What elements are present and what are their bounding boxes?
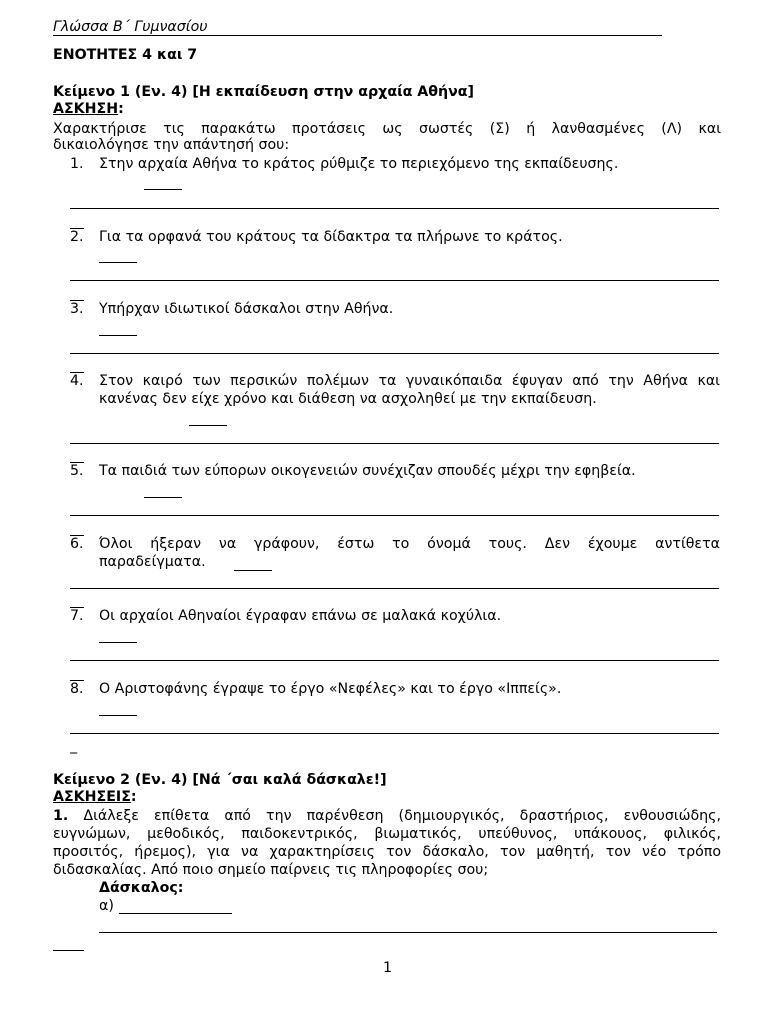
- item-statement-line-2: κανένας δεν είχε χρόνο και διάθεση να ασχοληθεί με την εκπαίδευση.: [99, 391, 597, 407]
- item-number: 6.: [70, 536, 84, 552]
- justification-line[interactable]: [70, 660, 719, 661]
- question1-line-2: ευγνώμων, μεθοδικός, παιδοκεντρικός, βιωματικός, υπεύθυνος, υπάκουος, φιλικός,: [53, 826, 721, 842]
- item-statement: Για τα ορφανά του κράτους τα δίδακτρα τα πλήρωνε το κράτος.: [99, 229, 563, 245]
- text2-title: Κείμενο 2 (Εν. 4) [Νά ΄σαι καλά δάσκαλε!]: [53, 772, 387, 788]
- exercise-heading: [53, 100, 124, 118]
- exercise-label: ΑΣΚΗΣΗ: [53, 101, 119, 117]
- item-statement: Ο Αριστοφάνης έγραψε το έργο «Νεφέλες» και το έργο «Ιππείς».: [99, 681, 562, 697]
- exercises-colon: :: [130, 789, 137, 805]
- answer-line-continuation[interactable]: [53, 950, 84, 951]
- question1-number: 1.: [53, 808, 69, 824]
- instruction-line-2: δικαιολόγησε την απάντησή σου:: [53, 137, 290, 153]
- justification-line[interactable]: [70, 208, 719, 209]
- item-statement-line-1: Όλοι ήξεραν να γράφουν, έστω το όνομά τους. Δεν έχουμε αντίθετα: [99, 536, 720, 552]
- page-number: 1: [383, 960, 393, 976]
- answer-blank[interactable]: [99, 715, 137, 716]
- instruction-line-1: Χαρακτήρισε τις παρακάτω προτάσεις ως σωστές (Σ) ή λανθασμένες (Λ) και: [53, 121, 721, 137]
- item-statement-line-2: παραδείγματα.: [99, 554, 206, 570]
- item-statement: Στην αρχαία Αθήνα το κράτος ρύθμιζε το περιεχόμενο της εκπαίδευσης.: [99, 156, 619, 172]
- question1-line-1: [53, 807, 721, 825]
- answer-blank-a[interactable]: [119, 913, 232, 914]
- answer-blank[interactable]: [144, 497, 182, 498]
- exercise-colon: :: [118, 101, 124, 117]
- item-number: 4.: [70, 373, 84, 389]
- item-statement: Οι αρχαίοι Αθηναίοι έγραφαν επάνω σε μαλακά κοχύλια.: [99, 608, 502, 624]
- item-statement: Τα παιδιά των εύπορων οικογενειών συνέχιζαν σπουδές μέχρι την εφηβεία.: [99, 463, 636, 479]
- trailing-underscore: _: [70, 738, 78, 754]
- answer-blank[interactable]: [99, 262, 137, 263]
- justification-line[interactable]: [70, 733, 719, 734]
- item-number: 7.: [70, 608, 84, 624]
- document-header-title: Γλώσσα Β΄ Γυμνασίου: [53, 19, 208, 35]
- question1-line-4: διδασκαλίας. Από ποιο σημείο παίρνεις τις πληροφορίες σου;: [53, 862, 489, 878]
- answer-blank[interactable]: [189, 425, 227, 426]
- answer-blank[interactable]: [234, 570, 272, 571]
- item-number: 1.: [70, 156, 84, 172]
- justification-line[interactable]: [70, 588, 719, 589]
- question1-text: Διάλεξε επίθετα από την παρένθεση (δημιουργικός, δραστήριος, ενθουσιώδης,: [83, 808, 722, 824]
- header-underline: [53, 35, 662, 36]
- item-statement: Υπήρχαν ιδιωτικοί δάσκαλοι στην Αθήνα.: [99, 301, 394, 317]
- text1-title: Κείμενο 1 (Εν. 4) [Η εκπαίδευση στην αρχαία Αθήνα]: [53, 84, 475, 100]
- answer-blank[interactable]: [99, 335, 137, 336]
- exercises-label: ΑΣΚΗΣΕΙΣ: [53, 789, 131, 805]
- item-statement-line-1: Στον καιρό των περσικών πολέμων τα γυναικόπαιδα έφυγαν από την Αθήνα και: [99, 373, 720, 389]
- item-number: 3.: [70, 301, 84, 317]
- answer-blank[interactable]: [99, 642, 137, 643]
- justification-line[interactable]: [70, 443, 719, 444]
- units-heading: ΕΝΟΤΗΤΕΣ 4 και 7: [53, 47, 198, 63]
- justification-line[interactable]: [70, 515, 719, 516]
- exercises-heading: [53, 788, 137, 806]
- answer-line[interactable]: [99, 932, 717, 933]
- item-number: 8.: [70, 681, 84, 697]
- item-number: 2.: [70, 229, 84, 245]
- justification-line[interactable]: [70, 280, 719, 281]
- item-number: 5.: [70, 463, 84, 479]
- justification-line[interactable]: [70, 353, 719, 354]
- question1-line-3: προσιτός, ήρεμος), για να χαρακτηρίσεις τον δάσκαλο, τον μαθητή, τον νέο τρόπο: [53, 844, 721, 860]
- item-a-label: α): [99, 898, 114, 914]
- teacher-label: Δάσκαλος:: [99, 880, 184, 896]
- answer-blank[interactable]: [144, 189, 182, 190]
